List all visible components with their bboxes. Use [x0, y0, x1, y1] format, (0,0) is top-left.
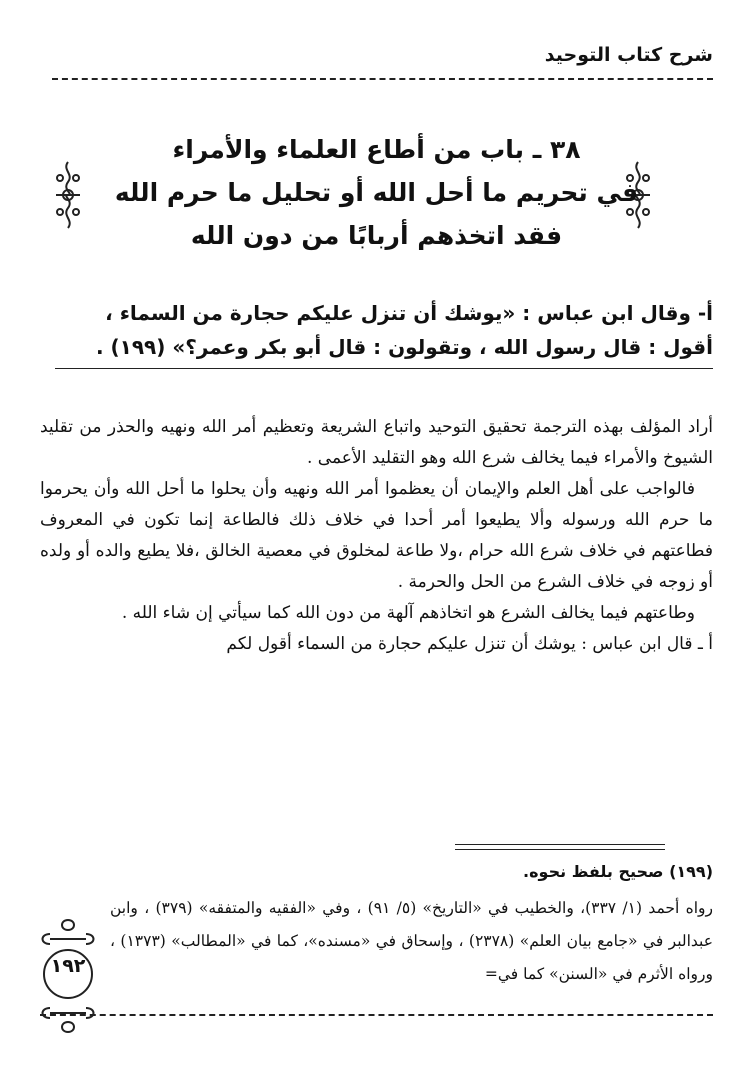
paragraph-1: أراد المؤلف بهذه الترجمة تحقيق التوحيد واتباع الشريعة وتعظيم أمر الله ونهيه والحذر من تقليد الشيوخ والأمراء فيما يخالف شرع الله وهو التقليد الأعمى . — [40, 417, 713, 468]
paragraph-4: أ ـ قال ابن عباس : يوشك أن تنزل عليكم حجارة من السماء أقول لكم — [226, 634, 713, 654]
header-rule — [52, 78, 713, 80]
paragraph-3: وطاعتهم فيما يخالف الشرع هو اتخاذهم آلهة من دون الله كما سيأتي إن شاء الله . — [121, 603, 695, 623]
book-title: شرح كتاب التوحيد — [544, 44, 713, 66]
quote-line-2: أقول : قال رسول الله ، وتقولون : قال أبو بكر وعمر؟» (١٩٩) . — [95, 335, 713, 359]
footnote-title: (١٩٩) صحيح بلفظ نحوه. — [523, 862, 713, 881]
quote-line-1: أ- وقال ابن عباس : «يوشك أن تنزل عليكم حجارة من السماء ، — [105, 301, 713, 325]
chapter-line-3: فقد اتخذهم أربابًا من دون الله — [190, 221, 563, 250]
footnote-rule-top — [455, 844, 665, 845]
footnote-rule-bottom — [455, 849, 665, 850]
chapter-line-2: في تحريم ما أحل الله أو تحليل ما حرم الله — [114, 178, 639, 207]
footer-rule — [40, 1014, 713, 1016]
right-ornament-icon — [48, 160, 88, 230]
paragraph-2: فالواجب على أهل العلم والإيمان أن يعظموا أمر الله ونهيه وأن يحلوا ما أحل الله وأن يحرموا ما حرم الله ورسوله وألا يطيعوا أمر أحدا في خلاف ذلك فالطاعة إنما تكون في المعروف فطاعتهم في خلاف شرع الله حرام ،ولا طاعة لمخلوق في معصية الخالق ،فلا يطيع والده أو ولده أو زوجه في خلاف الشرع من الحل والحرمة . — [40, 479, 713, 592]
chapter-line-1: ٣٨ ـ باب من أطاع العلماء والأمراء — [172, 135, 581, 164]
chapter-heading — [110, 128, 643, 257]
quote-block — [40, 296, 713, 364]
footnote-text: رواه أحمد (١/ ٣٣٧)، والخطيب في «التاريخ» (٥/ ٩١) ، وفي «الفقيه والمتفقه» (٣٧٩) ، وابن عبدالبر في «جامع بيان العلم» (٢٣٧٨) ، وإسحاق في «مسنده»، كما في «المطالب» (١٣٧٣) ، ورواه الأثرم في «السنن» كما في= — [110, 899, 713, 983]
commentary-body — [40, 412, 713, 660]
page-number: ١٩٢ — [50, 955, 86, 977]
section-rule — [55, 368, 713, 369]
